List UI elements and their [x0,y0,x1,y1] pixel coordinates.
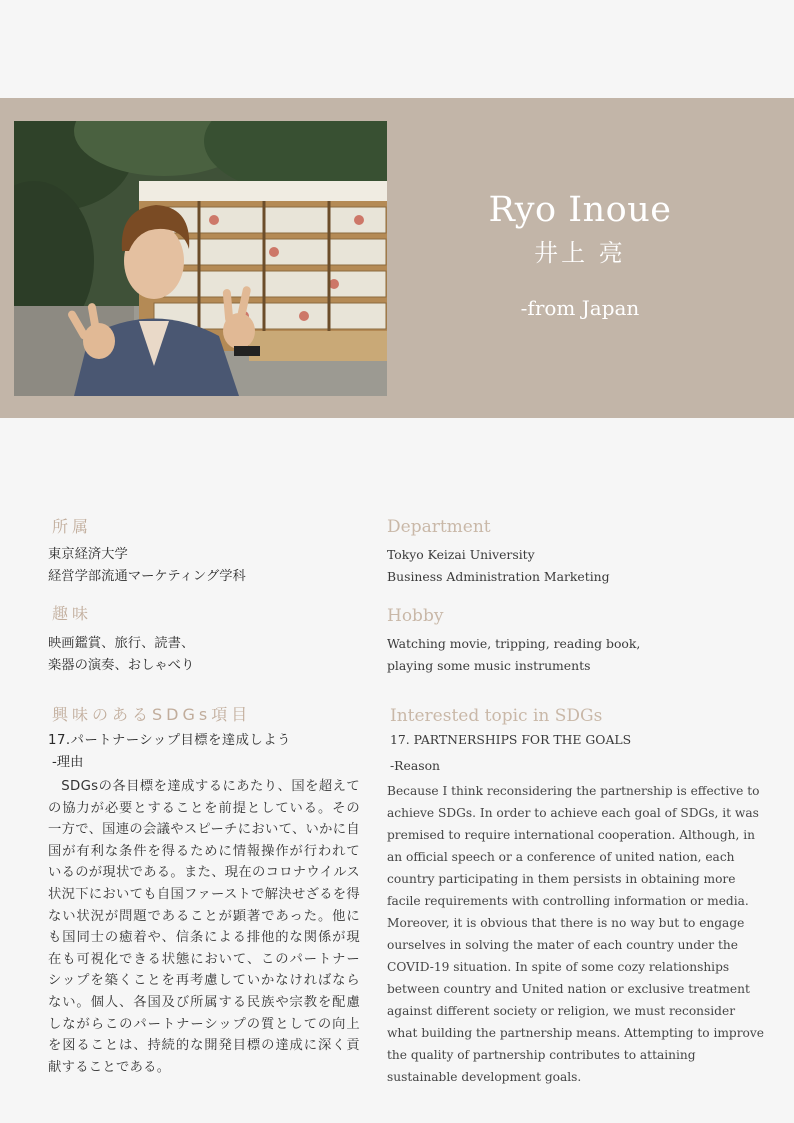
en-department-line1: Tokyo Keizai University [387,547,535,562]
en-sdgs-topic: 17. PARTNERSHIPS FOR THE GOALS [390,732,632,747]
jp-affiliation-section [48,516,363,588]
name-japanese: 井上 亮 [534,239,626,267]
origin-country: -from Japan [520,296,640,320]
en-hobby-line1: Watching movie, tripping, reading book, [387,636,641,651]
jp-sdgs-topic: 17.パートナーシップ目標を達成しよう [48,733,291,748]
jp-hobby-heading: 趣味 [52,604,93,623]
en-sdgs-heading: Interested topic in SDGs [390,706,603,726]
profile-photo [14,121,387,396]
name-english: Ryo Inoue [488,190,672,230]
en-sdgs-section [390,705,770,777]
jp-hobby-section [48,603,363,677]
en-reason-label: -Reason [390,758,441,773]
jp-hobby-line1: 映画鑑賞、旅行、読書、 [48,636,195,651]
en-reason-section [387,780,769,1088]
jp-affiliation-line2: 経営学部流通マーケティング学科 [48,569,246,584]
en-department-heading: Department [387,517,491,537]
jp-affiliation-heading: 所属 [52,517,93,536]
jp-affiliation-line1: 東京経済大学 [48,547,128,562]
en-hobby-section [387,605,772,677]
jp-sdgs-heading: 興味のあるSDGs項目 [52,705,252,724]
jp-reason-label: -理由 [52,755,84,770]
jp-hobby-line2: 楽器の演奏、おしゃべり [48,658,195,673]
portrait-photo-icon [14,121,387,396]
en-department-section [387,516,772,588]
jp-sdgs-section [48,704,360,1078]
en-hobby-heading: Hobby [387,606,444,626]
en-hobby-line2: playing some music instruments [387,658,591,673]
en-department-line2: Business Administration Marketing [387,569,610,584]
jp-reason-text: SDGsの各目標を達成するにあたり、国を超えての協力が必要とすることを前提としている。その一方で、国連の会議やスピーチにおいて、いかに自国が有利な条件を得るために情報操作が行われているのが現状である。また、現在のコロナウイルス状況下においても自国ファーストで解決せざるを得ない状況が問題であることが顕著であった。他にも国同士の癒着や、信条による排他的な関係が現在も可視化できる状態において、このパートナーシップを築くことを再考慮していかなければならない。個人、各国及び所属する民族や宗教を配慮しながらこのパートナーシップの質としての向上を図ることは、持続的な開発目標の達成に深く貢献することである。 [48,779,360,1075]
en-reason-text: Because I think reconsidering the partnership is effective to achieve SDGs. In order to achieve each goal of SDGs, it was premised to require international cooperation. Although, in an official speech or a conference of united nation, each country participating in them persists in obtaining more facile requirements with controlling information or media. Moreover, it is obvious that there is no way but to engage ourselves in solving the mater of each country under the COVID-19 situation. In spite of some cozy relationships between country and United nation or exclusive treatment against different society or religion, we must reconsider what building the partnership means. Attempting to improve the quality of partnership contributes to attaining sustainable development goals. [387,784,764,1084]
name-block [430,186,730,322]
